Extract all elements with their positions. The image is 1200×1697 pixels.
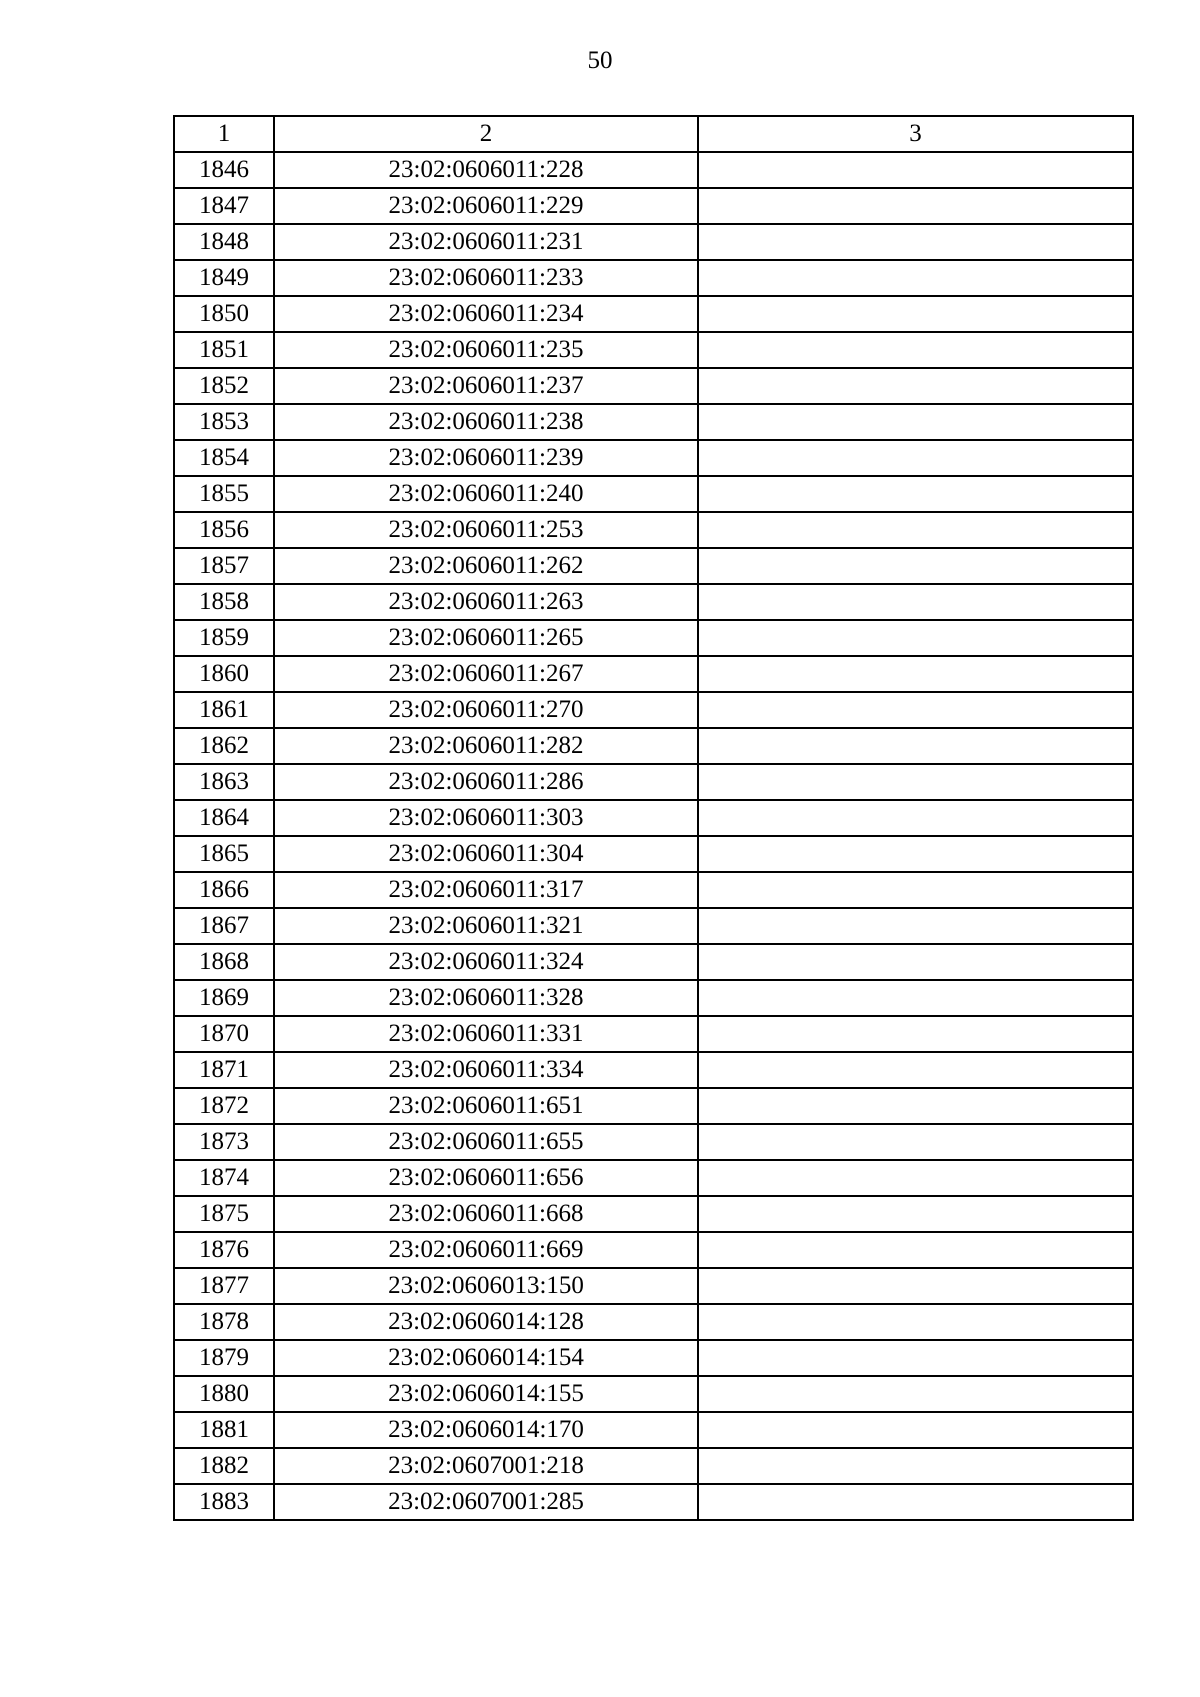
row-number-cell: 1881: [174, 1412, 274, 1448]
column-header-2: 2: [274, 116, 698, 152]
table-row: [174, 1196, 1133, 1232]
row-number-cell: 1854: [174, 440, 274, 476]
row-number-cell: 1846: [174, 152, 274, 188]
table-row: [174, 548, 1133, 584]
note-cell: [698, 188, 1133, 224]
row-number-cell: 1859: [174, 620, 274, 656]
cadastral-number-cell: 23:02:0606011:267: [274, 656, 698, 692]
row-number-cell: 1849: [174, 260, 274, 296]
note-cell: [698, 332, 1133, 368]
table-row: [174, 1412, 1133, 1448]
table-body: [174, 152, 1133, 1520]
column-header-1: 1: [174, 116, 274, 152]
note-cell: [698, 944, 1133, 980]
cadastral-number-cell: 23:02:0606011:237: [274, 368, 698, 404]
table-row: [174, 1160, 1133, 1196]
row-number-cell: 1880: [174, 1376, 274, 1412]
cadastral-number-cell: 23:02:0606011:235: [274, 332, 698, 368]
row-number-cell: 1864: [174, 800, 274, 836]
cadastral-number-cell: 23:02:0606011:328: [274, 980, 698, 1016]
note-cell: [698, 980, 1133, 1016]
note-cell: [698, 1340, 1133, 1376]
table-row: [174, 800, 1133, 836]
row-number-cell: 1879: [174, 1340, 274, 1376]
row-number-cell: 1860: [174, 656, 274, 692]
table-row: [174, 764, 1133, 800]
row-number-cell: 1878: [174, 1304, 274, 1340]
row-number-cell: 1868: [174, 944, 274, 980]
cadastral-number-cell: 23:02:0606013:150: [274, 1268, 698, 1304]
cadastral-number-cell: 23:02:0606011:303: [274, 800, 698, 836]
row-number-cell: 1865: [174, 836, 274, 872]
note-cell: [698, 872, 1133, 908]
table-row: [174, 152, 1133, 188]
table-row: [174, 296, 1133, 332]
cadastral-number-cell: 23:02:0606011:668: [274, 1196, 698, 1232]
note-cell: [698, 1268, 1133, 1304]
table-row: [174, 188, 1133, 224]
table-row: [174, 1376, 1133, 1412]
cadastral-number-cell: 23:02:0606014:155: [274, 1376, 698, 1412]
note-cell: [698, 1412, 1133, 1448]
cadastral-number-cell: 23:02:0607001:218: [274, 1448, 698, 1484]
table-row: [174, 1052, 1133, 1088]
row-number-cell: 1852: [174, 368, 274, 404]
note-cell: [698, 656, 1133, 692]
note-cell: [698, 368, 1133, 404]
note-cell: [698, 260, 1133, 296]
cadastral-number-cell: 23:02:0606011:270: [274, 692, 698, 728]
cadastral-number-cell: 23:02:0606014:128: [274, 1304, 698, 1340]
note-cell: [698, 1448, 1133, 1484]
row-number-cell: 1867: [174, 908, 274, 944]
cadastral-number-cell: 23:02:0606011:655: [274, 1124, 698, 1160]
note-cell: [698, 440, 1133, 476]
row-number-cell: 1851: [174, 332, 274, 368]
row-number-cell: 1863: [174, 764, 274, 800]
table-row: [174, 512, 1133, 548]
table-row: [174, 872, 1133, 908]
cadastral-number-cell: 23:02:0606011:286: [274, 764, 698, 800]
cadastral-number-cell: 23:02:0606011:317: [274, 872, 698, 908]
registry-table: [173, 115, 1134, 1521]
row-number-cell: 1856: [174, 512, 274, 548]
note-cell: [698, 764, 1133, 800]
note-cell: [698, 1160, 1133, 1196]
table-row: [174, 1088, 1133, 1124]
cadastral-number-cell: 23:02:0606011:240: [274, 476, 698, 512]
table-row: [174, 836, 1133, 872]
cadastral-number-cell: 23:02:0606011:265: [274, 620, 698, 656]
note-cell: [698, 1232, 1133, 1268]
note-cell: [698, 152, 1133, 188]
row-number-cell: 1847: [174, 188, 274, 224]
note-cell: [698, 692, 1133, 728]
cadastral-number-cell: 23:02:0606011:656: [274, 1160, 698, 1196]
cadastral-number-cell: 23:02:0606011:253: [274, 512, 698, 548]
cadastral-number-cell: 23:02:0606011:282: [274, 728, 698, 764]
row-number-cell: 1882: [174, 1448, 274, 1484]
row-number-cell: 1861: [174, 692, 274, 728]
note-cell: [698, 224, 1133, 260]
row-number-cell: 1853: [174, 404, 274, 440]
table-row: [174, 908, 1133, 944]
table-row: [174, 1124, 1133, 1160]
note-cell: [698, 584, 1133, 620]
cadastral-number-cell: 23:02:0606011:334: [274, 1052, 698, 1088]
row-number-cell: 1877: [174, 1268, 274, 1304]
cadastral-number-cell: 23:02:0606011:234: [274, 296, 698, 332]
cadastral-number-cell: 23:02:0606011:324: [274, 944, 698, 980]
note-cell: [698, 1304, 1133, 1340]
note-cell: [698, 1484, 1133, 1520]
cadastral-number-cell: 23:02:0607001:285: [274, 1484, 698, 1520]
column-header-3: 3: [698, 116, 1133, 152]
row-number-cell: 1876: [174, 1232, 274, 1268]
note-cell: [698, 476, 1133, 512]
table-row: [174, 620, 1133, 656]
row-number-cell: 1873: [174, 1124, 274, 1160]
table-row: [174, 1340, 1133, 1376]
table-row: [174, 260, 1133, 296]
table-row: [174, 332, 1133, 368]
note-cell: [698, 1124, 1133, 1160]
note-cell: [698, 908, 1133, 944]
row-number-cell: 1862: [174, 728, 274, 764]
table-row: [174, 1016, 1133, 1052]
table-row: [174, 1484, 1133, 1520]
cadastral-number-cell: 23:02:0606011:231: [274, 224, 698, 260]
table-row: [174, 692, 1133, 728]
row-number-cell: 1869: [174, 980, 274, 1016]
table-row: [174, 368, 1133, 404]
note-cell: [698, 512, 1133, 548]
note-cell: [698, 404, 1133, 440]
cadastral-number-cell: 23:02:0606011:228: [274, 152, 698, 188]
note-cell: [698, 1088, 1133, 1124]
cadastral-number-cell: 23:02:0606011:229: [274, 188, 698, 224]
cadastral-number-cell: 23:02:0606011:262: [274, 548, 698, 584]
row-number-cell: 1875: [174, 1196, 274, 1232]
note-cell: [698, 620, 1133, 656]
cadastral-number-cell: 23:02:0606014:170: [274, 1412, 698, 1448]
note-cell: [698, 296, 1133, 332]
table-row: [174, 1232, 1133, 1268]
table-header: [174, 116, 1133, 152]
table-row: [174, 1304, 1133, 1340]
table-row: [174, 404, 1133, 440]
note-cell: [698, 1052, 1133, 1088]
cadastral-number-cell: 23:02:0606011:238: [274, 404, 698, 440]
table-row: [174, 476, 1133, 512]
table-row: [174, 728, 1133, 764]
table-row: [174, 656, 1133, 692]
cadastral-number-cell: 23:02:0606011:651: [274, 1088, 698, 1124]
table-row: [174, 980, 1133, 1016]
note-cell: [698, 800, 1133, 836]
row-number-cell: 1848: [174, 224, 274, 260]
note-cell: [698, 1196, 1133, 1232]
table-row: [174, 1268, 1133, 1304]
cadastral-number-cell: 23:02:0606011:263: [274, 584, 698, 620]
table-row: [174, 944, 1133, 980]
header-row: [174, 116, 1133, 152]
row-number-cell: 1883: [174, 1484, 274, 1520]
table-row: [174, 440, 1133, 476]
row-number-cell: 1872: [174, 1088, 274, 1124]
row-number-cell: 1855: [174, 476, 274, 512]
table-row: [174, 584, 1133, 620]
cadastral-number-cell: 23:02:0606011:233: [274, 260, 698, 296]
row-number-cell: 1858: [174, 584, 274, 620]
row-number-cell: 1871: [174, 1052, 274, 1088]
note-cell: [698, 836, 1133, 872]
table-row: [174, 224, 1133, 260]
page-number: 50: [587, 47, 613, 74]
note-cell: [698, 548, 1133, 584]
note-cell: [698, 1016, 1133, 1052]
note-cell: [698, 1376, 1133, 1412]
cadastral-number-cell: 23:02:0606011:239: [274, 440, 698, 476]
cadastral-number-cell: 23:02:0606011:304: [274, 836, 698, 872]
row-number-cell: 1870: [174, 1016, 274, 1052]
row-number-cell: 1857: [174, 548, 274, 584]
row-number-cell: 1874: [174, 1160, 274, 1196]
cadastral-number-cell: 23:02:0606011:331: [274, 1016, 698, 1052]
row-number-cell: 1866: [174, 872, 274, 908]
cadastral-number-cell: 23:02:0606011:669: [274, 1232, 698, 1268]
row-number-cell: 1850: [174, 296, 274, 332]
note-cell: [698, 728, 1133, 764]
table-row: [174, 1448, 1133, 1484]
cadastral-number-cell: 23:02:0606014:154: [274, 1340, 698, 1376]
cadastral-number-cell: 23:02:0606011:321: [274, 908, 698, 944]
